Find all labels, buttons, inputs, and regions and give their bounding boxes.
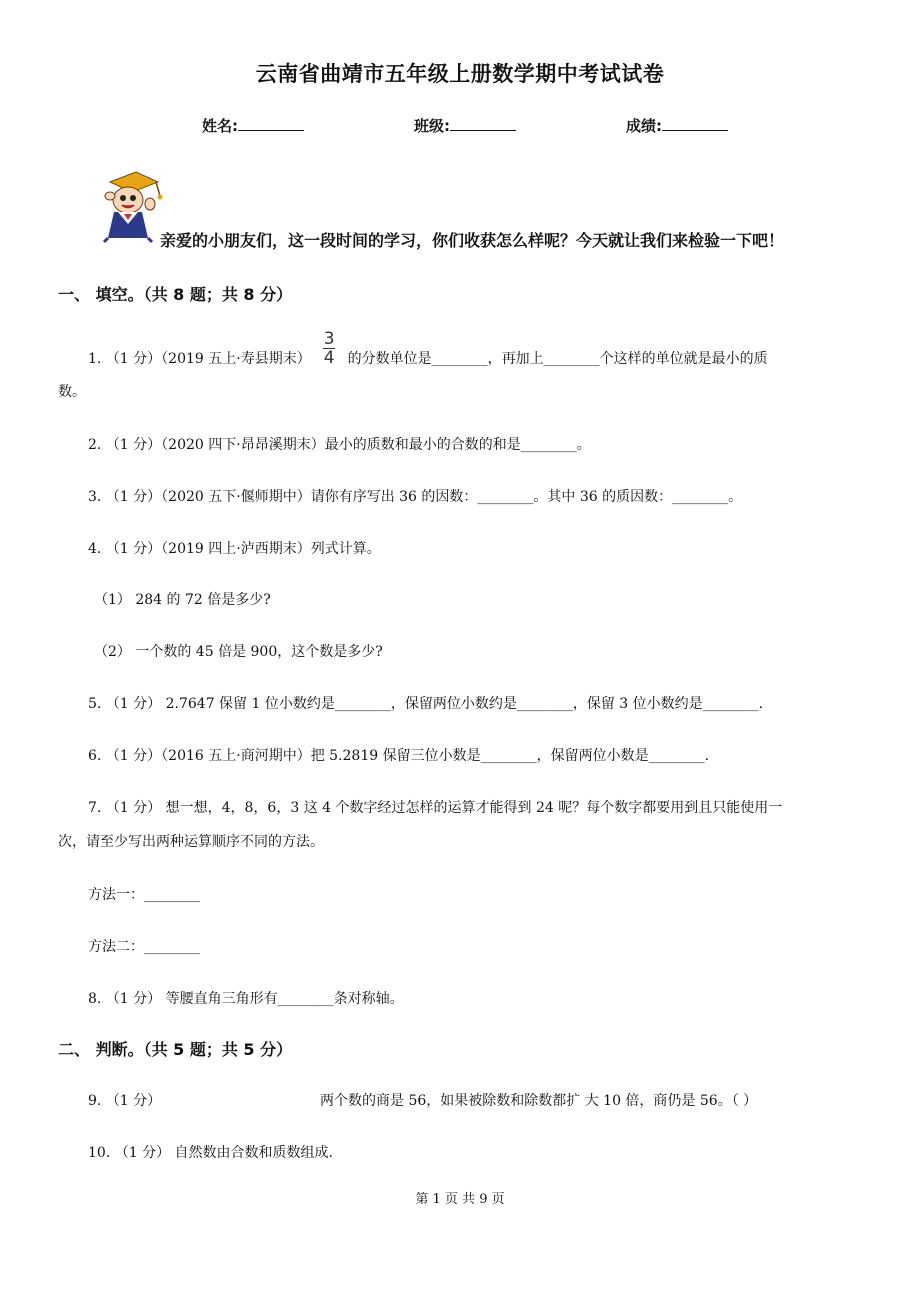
score-label: 成绩: [626,117,662,135]
question-1 [88,328,768,368]
score-field[interactable] [626,114,728,136]
class-blank[interactable] [450,114,516,131]
score-blank[interactable] [662,114,728,131]
question-1-suffix: 的分数单位是________，再加上________个这样的单位就是最小的质 [347,351,768,367]
question-5: 5. （1 分） 2.7647 保留 1 位小数约是________，保留两位小数约是________，保留 3 位小数约是________. [88,696,764,712]
question-7-continued: 次，请至少写出两种运算顺序不同的方法。 [58,834,324,850]
question-7-method-1: 方法一：________ [88,887,200,903]
question-1-prefix: 1. （1 分）（2019 五上·寿县期末） [88,351,311,367]
question-1-continued: 数。 [58,384,86,400]
question-7: 7. （1 分） 想一想，4，8，6，3 这 4 个数字经过怎样的运算才能得到 24 呢？每个数字都要用到且只能使用一 [88,800,783,816]
question-9-prefix: 9. （1 分） [88,1093,162,1109]
class-field[interactable] [414,114,516,136]
page-title: 云南省曲靖市五年级上册数学期中考试试卷 [255,62,665,86]
name-label: 姓名: [202,117,238,135]
greeting-text: 亲爱的小朋友们，这一段时间的学习，你们收获怎么样呢？今天就让我们来检验一下吧！ [160,231,785,250]
name-field[interactable] [202,114,304,136]
section-judgement-heading: 二、 判断。（共 5 题；共 5 分） [58,1040,293,1059]
page-number-footer: 第 1 页 共 9 页 [415,1192,505,1207]
fraction-numerator: 3 [323,328,335,349]
question-10: 10. （1 分） 自然数由合数和质数组成. [88,1145,333,1161]
question-9: 两个数的商是 56，如果被除数和除数都扩 大 10 倍，商仍是 56。（ ） [320,1093,758,1109]
mascot-doctor-cap-icon [92,168,168,244]
class-label: 班级: [414,117,450,135]
question-4-part-2: （2） 一个数的 45 倍是 900，这个数是多少? [94,644,383,660]
question-3: 3. （1 分）（2020 五下·偃师期中）请你有序写出 36 的因数：________。其中 36 的质因数：________。 [88,489,743,505]
question-8: 8. （1 分） 等腰直角三角形有________条对称轴。 [88,991,404,1007]
question-4-part-1: （1） 284 的 72 倍是多少? [94,592,271,608]
question-4: 4. （1 分）（2019 四上·泸西期末）列式计算。 [88,541,381,557]
question-7-method-2: 方法二：________ [88,939,200,955]
fraction-three-fourths [323,330,335,367]
section-fill-blank-heading: 一、 填空。（共 8 题；共 8 分） [58,285,293,304]
name-blank[interactable] [238,114,304,131]
fraction-denominator: 4 [323,347,335,368]
question-6: 6. （1 分）（2016 五上·商河期中）把 5.2819 保留三位小数是________，保留两位小数是________. [88,748,710,764]
question-2: 2. （1 分）（2020 四下·昂昂溪期末）最小的质数和最小的合数的和是________。 [88,437,591,453]
